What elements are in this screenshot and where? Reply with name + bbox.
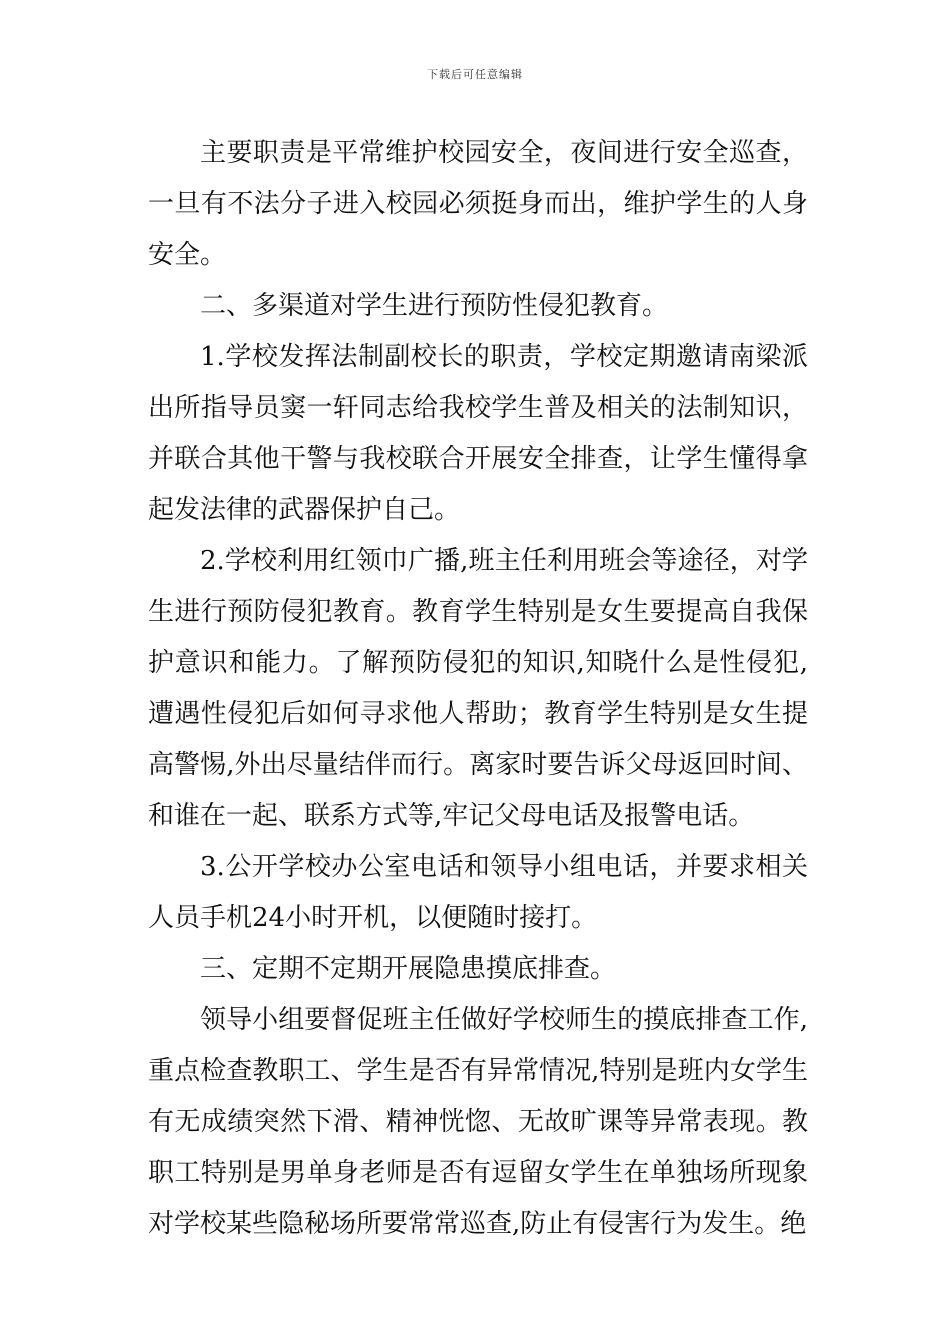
- paragraph: 领导小组要督促班主任做好学校师生的摸底排查工作,重点检查教职工、学生是否有异常情况,特别是班内女学生有无成绩突然下滑、精神恍惚、无故旷课等异常表现。教职工特别是男单身老师是否有逗留女学生在单独场所现象对学校某些隐秘场所要常常巡查,防止有侵害行为发生。绝: [148, 1005, 808, 1239]
- paragraph: 主要职责是平常维护校园安全，夜间进行安全巡查，一旦有不法分子进入校园必须挺身而出，维护学生的人身安全。: [148, 138, 808, 270]
- page-header: 下载后可任意编辑: [427, 68, 523, 81]
- paragraph: 2.学校利用红领巾广播,班主任利用班会等途径，对学生进行预防侵犯教育。教育学生特别是女生要提高自我保护意识和能力。了解预防侵犯的知识,知晓什么是性侵犯,遭遇性侵犯后如何寻求他人帮助；教育学生特别是女生提高警惕,外出尽量结伴而行。离家时要告诉父母返回时间、和谁在一起、联系方式等,牢记父母电话及报警电话。: [148, 546, 808, 831]
- section-heading: 二、多渠道对学生进行预防性侵犯教育。: [200, 291, 669, 321]
- paragraph: 1.学校发挥法制副校长的职责，学校定期邀请南梁派出所指导员窦一轩同志给我校学生普及相关的法制知识，并联合其他干警与我校联合开展安全排查，让学生懂得拿起发法律的武器保护自己。: [148, 342, 808, 525]
- section-heading: 三、定期不定期开展隐患摸底排查。: [200, 954, 617, 984]
- paragraph: 3.公开学校办公室电话和领导小组电话，并要求相关人员手机24小时开机，以便随时接打。: [148, 852, 808, 933]
- document-body: [148, 128, 808, 1250]
